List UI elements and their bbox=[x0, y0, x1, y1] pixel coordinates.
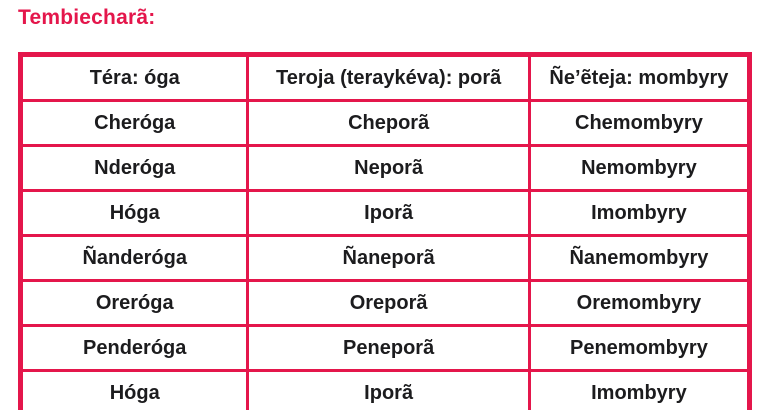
table-cell: Imombyry bbox=[529, 371, 749, 410]
table-cell: Oreporã bbox=[248, 281, 529, 326]
table-cell: Chemombyry bbox=[529, 101, 749, 146]
table-cell: Nemombyry bbox=[529, 146, 749, 191]
table-cell: Imombyry bbox=[529, 191, 749, 236]
table-row bbox=[21, 371, 750, 410]
table-cell: Penderóga bbox=[21, 326, 248, 371]
table-cell: Peneporã bbox=[248, 326, 529, 371]
column-header-tera: Téra: óga bbox=[21, 55, 248, 101]
table-cell: Cheporã bbox=[248, 101, 529, 146]
table-cell: Hóga bbox=[21, 371, 248, 410]
table-cell: Iporã bbox=[248, 191, 529, 236]
table-cell: Hóga bbox=[21, 191, 248, 236]
conjugation-table bbox=[18, 52, 752, 410]
table-row bbox=[21, 281, 750, 326]
table-row bbox=[21, 191, 750, 236]
table-row bbox=[21, 236, 750, 281]
table-row bbox=[21, 146, 750, 191]
table-cell: Ñanemombyry bbox=[529, 236, 749, 281]
table-cell: Oreróga bbox=[21, 281, 248, 326]
table-cell: Oremombyry bbox=[529, 281, 749, 326]
table-cell: Ñanderóga bbox=[21, 236, 248, 281]
page-title: Tembiecharã: bbox=[18, 6, 156, 29]
table-cell: Neporã bbox=[248, 146, 529, 191]
table-row bbox=[21, 101, 750, 146]
column-header-teroja: Teroja (teraykéva): porã bbox=[248, 55, 529, 101]
table-cell: Cheróga bbox=[21, 101, 248, 146]
table-cell: Nderóga bbox=[21, 146, 248, 191]
table-cell: Iporã bbox=[248, 371, 529, 410]
table-cell: Penemombyry bbox=[529, 326, 749, 371]
column-header-neeteja: Ñe’ẽteja: mombyry bbox=[529, 55, 749, 101]
table-row bbox=[21, 326, 750, 371]
table-header-row bbox=[21, 55, 750, 101]
table-cell: Ñaneporã bbox=[248, 236, 529, 281]
